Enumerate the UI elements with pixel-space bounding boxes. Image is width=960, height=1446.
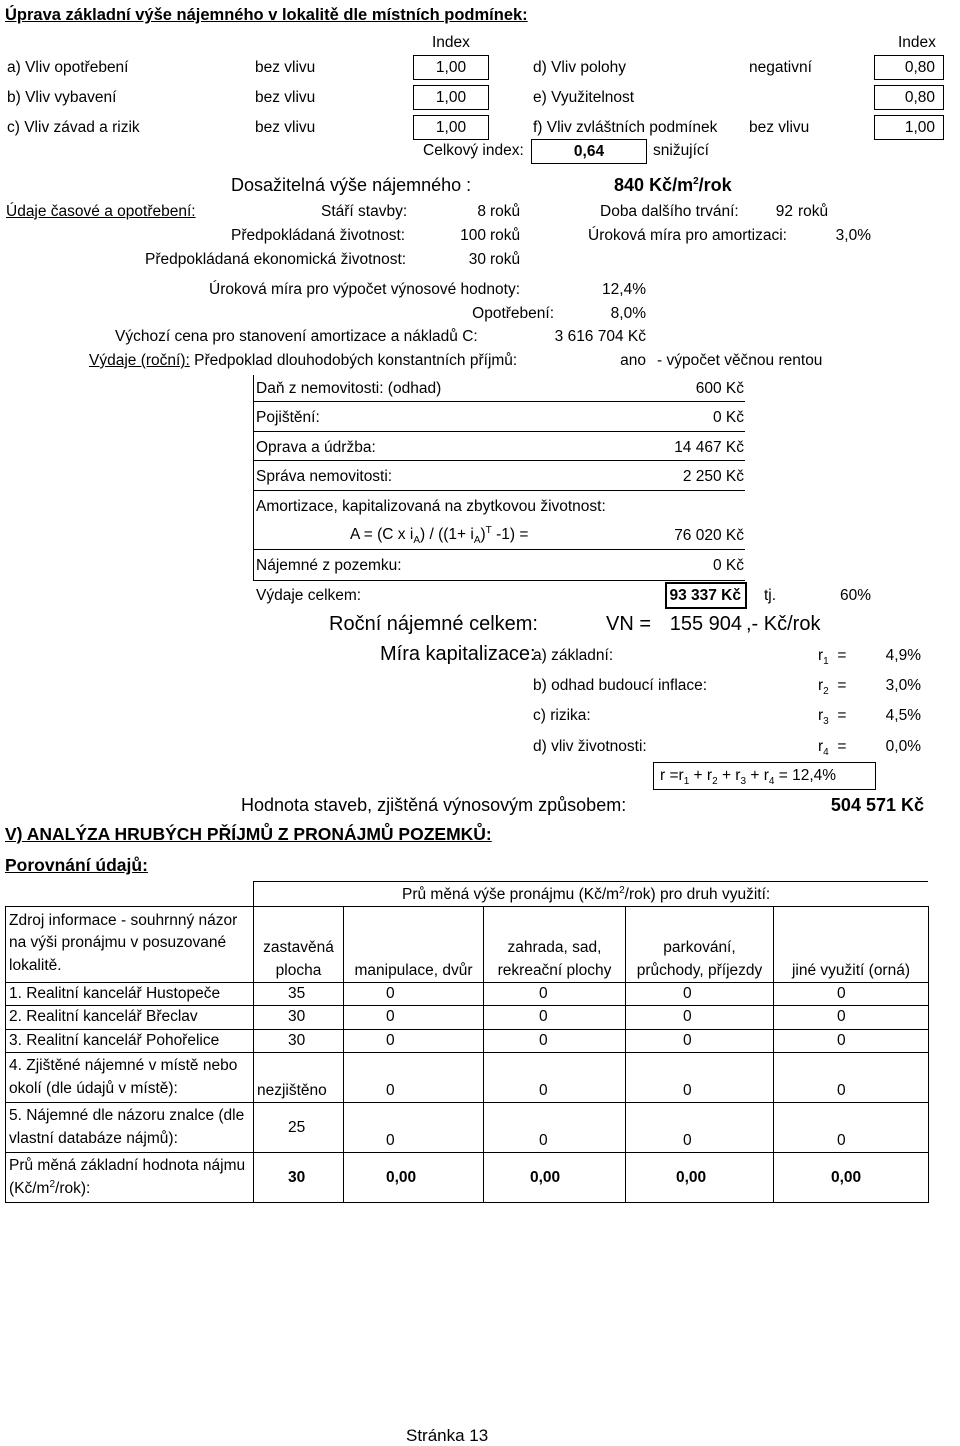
factor-d-index: 0,80 xyxy=(904,59,935,76)
econ-life-value: 30 xyxy=(468,251,486,268)
cap-rate-d-symbol: $r_4$ = xyxy=(818,738,847,759)
row-value: 0 xyxy=(774,1006,929,1029)
factor-b-index-box xyxy=(413,85,489,110)
factor-b-effect: bez vlivu xyxy=(255,89,316,106)
econ-life-unit: roků xyxy=(490,251,521,268)
expenses-divider-4 xyxy=(253,490,745,491)
cap-rate-c-value: 4,5% xyxy=(885,707,921,724)
expenses-divider-3 xyxy=(253,460,745,461)
amortization-formula: A = (C x $i_A) / ((1+ i_A)^T$ -1) = xyxy=(350,524,529,547)
table-header-sup: 2 xyxy=(619,884,625,896)
page-number: Stránka 13 xyxy=(406,1426,489,1445)
factor-a-index-box xyxy=(413,55,489,80)
factor-c-index-box xyxy=(413,115,489,140)
row-source: 5. Nájemné dle názoru znalce (dle vlastní databáze nájmů): xyxy=(6,1103,254,1153)
cap-rate-total-value: 12,4% xyxy=(792,767,837,784)
life-label: Předpokládaná životnost: xyxy=(231,227,406,244)
remaining-life-value: 92 xyxy=(775,203,793,220)
remaining-life-label: Doba dalšího trvání: xyxy=(600,203,739,220)
achievable-rent-value-line xyxy=(614,175,732,196)
amort-rate-value: 3,0% xyxy=(835,227,871,244)
rent-comparison-table xyxy=(5,906,929,1203)
age-label: Stáří stavby: xyxy=(321,203,408,220)
table-header-rule-left xyxy=(253,881,254,907)
expenses-total-value: 93 337 Kč xyxy=(669,587,741,604)
col-header-garden-l1: zahrada, sad, xyxy=(507,939,602,957)
col-header-parking xyxy=(626,907,774,983)
expenses-total-label: Výdaje celkem: xyxy=(256,587,362,604)
cap-rate-label: Míra kapitalizace: xyxy=(380,643,536,665)
expense-repair-value: 14 467 Kč xyxy=(674,439,744,456)
econ-life-label: Předpokládaná ekonomická životnost: xyxy=(145,251,407,268)
table-row xyxy=(6,1006,929,1029)
factor-f-index-box xyxy=(874,115,944,140)
factor-b-index: 1,00 xyxy=(435,89,467,106)
expenses-assumption-text: Předpoklad dlouhodobých konstantních příjmů: xyxy=(194,352,518,369)
comparison-label: Porovnání údajů: xyxy=(5,855,148,875)
factor-a-effect: bez vlivu xyxy=(255,59,316,76)
amortization-label: Amortizace, kapitalizovaná na zbytkovou životnost: xyxy=(256,498,606,515)
expenses-divider-2 xyxy=(253,431,745,432)
annual-rent-value: 155 904 xyxy=(669,613,742,635)
table-header-end: /rok) pro druh využití: xyxy=(624,886,771,903)
index-header-left: Index xyxy=(432,34,470,51)
cap-rate-a-label: a) základní: xyxy=(533,647,614,664)
row-value: 0 xyxy=(344,1053,484,1103)
factor-a-index: 1,00 xyxy=(435,59,467,76)
expenses-divider-1 xyxy=(253,401,745,402)
achievable-rent-unit-sup: 2 xyxy=(693,176,699,187)
col-header-built-l1: zastavěná xyxy=(263,939,334,957)
factor-f-index: 1,00 xyxy=(904,119,935,136)
average-value: 30 xyxy=(254,1153,344,1203)
expense-insurance-label: Pojištění: xyxy=(256,409,320,426)
row-value: 35 xyxy=(254,983,344,1006)
amort-rate-label: Úroková míra pro amortizaci: xyxy=(588,227,787,244)
row-value: 0 xyxy=(626,983,774,1006)
row-source: 3. Realitní kancelář Pohořelice xyxy=(6,1029,254,1052)
row-value: 0 xyxy=(344,1006,484,1029)
col-header-yard-l2: manipulace, dvůr xyxy=(354,961,473,979)
table-header-row xyxy=(6,907,929,983)
col-header-garden xyxy=(484,907,626,983)
row-source: 4. Zjištěné nájemné v místě nebo okolí (dle údajů v místě): xyxy=(6,1053,254,1103)
expense-insurance-value: 0 Kč xyxy=(712,409,744,426)
expense-tax-value: 600 Kč xyxy=(695,380,744,397)
table-row xyxy=(6,1103,929,1153)
cap-rate-a-sub: 1 xyxy=(823,656,829,668)
row-value: 0 xyxy=(626,1006,774,1029)
annual-rent-label: Roční nájemné celkem: xyxy=(329,613,538,635)
expenses-total-tj: tj. xyxy=(764,587,777,604)
building-value: 504 571 Kč xyxy=(830,795,924,815)
average-value: 0,00 xyxy=(774,1153,929,1203)
factor-e-index: 0,80 xyxy=(904,89,935,106)
land-rent-value: 0 Kč xyxy=(712,557,744,574)
table-row xyxy=(6,983,929,1006)
row-value: 0 xyxy=(484,1029,626,1052)
factor-d-index-box xyxy=(874,55,944,80)
average-value: 0,00 xyxy=(484,1153,626,1203)
cap-rate-total-box xyxy=(653,762,876,790)
col-header-parking-l2: průchody, příjezdy xyxy=(636,961,763,979)
expenses-assumption-note: - výpočet věčnou rentou xyxy=(657,352,823,369)
achievable-rent-value: 840 xyxy=(614,175,645,195)
total-index-box xyxy=(531,139,647,164)
table-header-rule-top xyxy=(253,881,928,882)
expenses-assumption-line xyxy=(89,352,517,370)
age-unit: roků xyxy=(490,203,521,220)
average-label-b-line xyxy=(9,1178,250,1200)
row-value: 30 xyxy=(254,1006,344,1029)
row-value: 0 xyxy=(484,1006,626,1029)
factor-b-name: b) Vliv vybavení xyxy=(7,89,117,106)
life-value: 100 xyxy=(460,227,486,244)
expense-management-value: 2 250 Kč xyxy=(682,468,744,485)
total-index-value: 0,64 xyxy=(573,143,605,160)
row-value: 0 xyxy=(484,983,626,1006)
row-value: 0 xyxy=(774,1103,929,1153)
achievable-rent-unit: Kč/m xyxy=(649,175,694,195)
factor-e-index-box xyxy=(874,85,944,110)
row-value: 30 xyxy=(254,1029,344,1052)
base-price-value: 3 616 704 Kč xyxy=(554,328,646,345)
row-source: 2. Realitní kancelář Břeclav xyxy=(6,1006,254,1029)
row-value: 0 xyxy=(484,1103,626,1153)
expenses-total-percent: 60% xyxy=(839,587,871,604)
average-value: 0,00 xyxy=(344,1153,484,1203)
expenses-divider-5 xyxy=(253,549,745,550)
expense-management-label: Správa nemovitosti: xyxy=(256,468,393,485)
row-source: 1. Realitní kancelář Hustopeče xyxy=(6,983,254,1006)
row-value: nezjištěno xyxy=(254,1053,344,1103)
cap-rate-d-sub: 4 xyxy=(823,747,829,759)
factor-d-name: d) Vliv polohy xyxy=(533,59,627,76)
col-header-built-l2: plocha xyxy=(275,961,322,979)
table-header xyxy=(402,886,770,904)
yield-rate-value: 12,4% xyxy=(602,281,646,298)
cap-rate-a-value: 4,9% xyxy=(885,647,921,664)
cap-rate-b-value: 3,0% xyxy=(885,677,921,694)
cap-rate-a-symbol: $r_1$ = xyxy=(818,647,847,668)
cap-rate-c-label: c) rizika: xyxy=(533,707,591,724)
factor-a-name: a) Vliv opotřebení xyxy=(7,59,129,76)
age-value: 8 xyxy=(477,203,486,220)
row-value: 0 xyxy=(774,1029,929,1052)
expenses-left-rule xyxy=(253,375,254,581)
factor-f-effect: bez vlivu xyxy=(749,119,810,136)
factor-e-name: e) Využitelnost xyxy=(533,89,635,106)
expenses-annual-label: Výdaje (roční): xyxy=(89,352,190,369)
remaining-life-unit: roků xyxy=(798,203,829,220)
expenses-assumption-value: ano xyxy=(620,352,646,369)
expenses-total-box xyxy=(665,582,747,609)
yield-rate-label: Úroková míra pro výpočet výnosové hodnoty: xyxy=(209,281,521,298)
depreciation-label: Opotřebení: xyxy=(472,305,554,322)
average-value: 0,00 xyxy=(626,1153,774,1203)
factor-d-effect: negativní xyxy=(749,59,812,76)
annual-rent-unit: ,- Kč/rok xyxy=(746,613,821,635)
factor-f-name: f) Vliv zvláštních podmínek xyxy=(533,119,718,136)
total-index-note: snižující xyxy=(653,142,709,159)
cap-rate-total-formula: $r =r_1 + r_2 + r_3 + r_4 = 12,4\%$ xyxy=(660,767,837,788)
col-header-parking-l1: parkování, xyxy=(663,939,736,957)
cap-rate-d-label: d) vliv životnosti: xyxy=(533,738,647,755)
time-data-label: Údaje časové a opotřebení: xyxy=(6,203,196,220)
col-header-other-l2: jiné využití (orná) xyxy=(791,961,910,979)
table-row xyxy=(6,1029,929,1052)
row-value: 0 xyxy=(344,1029,484,1052)
factor-c-name: c) Vliv závad a rizik xyxy=(7,119,140,136)
table-header-main: Prů měná výše pronájmu (Kč/m xyxy=(402,886,620,903)
row-value: 0 xyxy=(774,983,929,1006)
life-unit: roků xyxy=(490,227,521,244)
row-value: 0 xyxy=(626,1029,774,1052)
index-header-right: Index xyxy=(898,34,936,51)
average-label-b: (Kč/m xyxy=(9,1179,50,1197)
base-price-label: Výchozí cena pro stanovení amortizace a nákladů C: xyxy=(115,328,478,345)
row-value: 0 xyxy=(626,1103,774,1153)
col-header-garden-l2: rekreační plochy xyxy=(497,961,612,979)
expense-repair-label: Oprava a údržba: xyxy=(256,439,376,456)
cap-rate-b-symbol: $r_2$ = xyxy=(818,677,847,698)
achievable-rent-label: Dosažitelná výše nájemného : xyxy=(231,175,472,195)
row-value: 0 xyxy=(344,983,484,1006)
cap-rate-b-label: b) odhad budoucí inflace: xyxy=(533,677,708,694)
total-index-label: Celkový index: xyxy=(423,142,524,159)
expense-tax-label: Daň z nemovitosti: (odhad) xyxy=(256,380,442,397)
factor-c-index: 1,00 xyxy=(435,119,467,136)
factor-c-effect: bez vlivu xyxy=(255,119,316,136)
row-value: 0 xyxy=(774,1053,929,1103)
cap-rate-c-symbol: $r_3$ = xyxy=(818,707,847,728)
cap-rate-b-sub: 2 xyxy=(823,686,829,698)
cap-rate-d-value: 0,0% xyxy=(885,738,921,755)
row-value: 0 xyxy=(626,1053,774,1103)
source-header: Zdroj informace - souhrnný názor na výši pronájmu v posuzované lokalitě. xyxy=(6,907,254,983)
col-header-other xyxy=(774,907,929,983)
average-label-c: /rok): xyxy=(55,1179,91,1197)
land-rent-label: Nájemné z pozemku: xyxy=(256,557,402,574)
depreciation-value: 8,0% xyxy=(610,305,646,322)
amortization-value: 76 020 Kč xyxy=(674,527,744,544)
expenses-divider-6 xyxy=(253,580,745,581)
col-header-built xyxy=(254,907,344,983)
row-value: 25 xyxy=(254,1103,344,1153)
annual-rent-vn: VN = xyxy=(606,613,652,635)
achievable-rent-unit-post: /rok xyxy=(698,175,732,195)
col-header-yard xyxy=(344,907,484,983)
table-row xyxy=(6,1053,929,1103)
row-value: 0 xyxy=(484,1053,626,1103)
average-label xyxy=(6,1153,254,1203)
row-value: 0 xyxy=(344,1103,484,1153)
building-value-label: Hodnota staveb, zjištěná výnosovým způsobem: xyxy=(241,795,627,815)
cap-rate-c-sub: 3 xyxy=(823,716,829,728)
average-label-sup: 2 xyxy=(49,1178,56,1190)
average-label-a: Prů měná základní hodnota nájmu xyxy=(9,1157,246,1175)
page-heading: Úprava základní výše nájemného v lokalitě dle místních podmínek: xyxy=(5,6,528,24)
table-average-row xyxy=(6,1153,929,1203)
section-title: V) ANALÝZA HRUBÝCH PŘÍJMŮ Z PRONÁJMŮ POZEMKŮ: xyxy=(5,824,492,844)
